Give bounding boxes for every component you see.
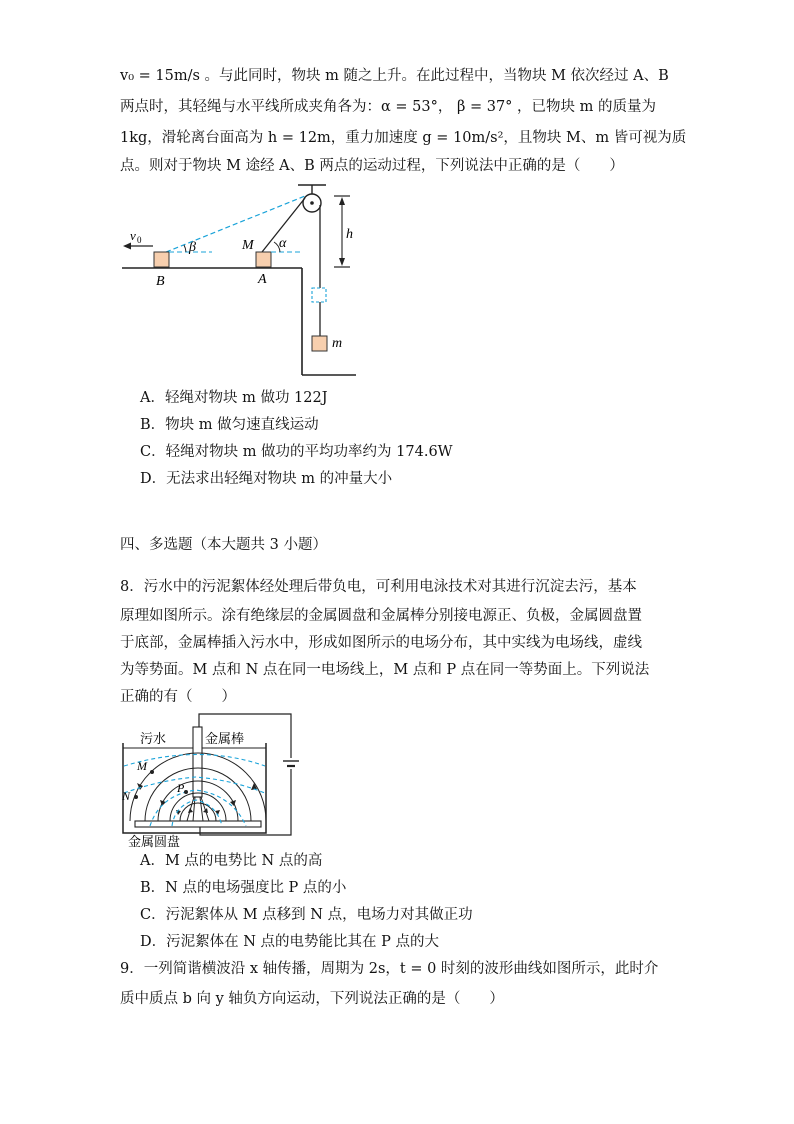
q7-option-c: C．轻绳对物块 m 做功的平均功率约为 174.6W xyxy=(140,444,453,460)
label-disk: 金属圆盘 xyxy=(128,834,181,849)
angle-arc-beta xyxy=(184,245,186,252)
q7-line-4: 点。则对于物块 M 途经 A、B 两点的运动过程，下列说法中正确的是（ ） xyxy=(120,158,624,174)
label-h: h xyxy=(346,227,353,242)
point-M xyxy=(150,770,154,774)
point-N xyxy=(134,795,138,799)
q8-option-c: C．污泥絮体从 M 点移到 N 点，电场力对其做正功 xyxy=(140,907,473,923)
label-rod: 金属棒 xyxy=(205,731,245,746)
q7-option-a: A．轻绳对物块 m 做功 122J xyxy=(140,390,328,406)
q8-line-2: 原理如图所示。涂有绝缘层的金属圆盘和金属棒分别接电源正、负极，金属圆盘置 xyxy=(120,608,642,624)
metal-disk xyxy=(135,821,261,827)
q8-line-1: 8．污水中的污泥絮体经处理后带负电，可利用电泳技术对其进行沉淀去污，基本 xyxy=(120,579,637,595)
label-alpha: α xyxy=(279,236,287,251)
q8-line-3: 于底部，金属棒插入污水中，形成如图所示的电场分布，其中实线为电场线，虚线 xyxy=(120,635,642,651)
label-B: B xyxy=(156,274,165,289)
label-beta: β xyxy=(189,240,196,255)
label-v0: v xyxy=(130,228,136,243)
label-water: 污水 xyxy=(140,731,167,746)
q9-line-2: 质中质点 b 向 y 轴负方向运动，下列说法正确的是（ ） xyxy=(120,991,504,1007)
block-m-dashed xyxy=(312,288,326,302)
label-m: m xyxy=(332,336,343,351)
velocity-arrowhead xyxy=(123,243,131,250)
height-arrow-down xyxy=(339,258,345,266)
label-point-N: N xyxy=(122,789,131,803)
metal-rod xyxy=(193,727,202,797)
q7-pulley-figure xyxy=(120,180,360,380)
label-M: M xyxy=(242,238,254,253)
block-m xyxy=(312,336,327,351)
label-point-M: M xyxy=(137,759,147,773)
pulley-hub xyxy=(310,201,314,205)
q8-option-b: B．N 点的电场强度比 P 点的小 xyxy=(140,880,347,896)
point-P xyxy=(184,790,188,794)
q7-option-b: B．物块 m 做匀速直线运动 xyxy=(140,417,319,433)
label-A: A xyxy=(258,272,267,287)
q7-line-1: v₀ = 15m/s 。与此同时，物块 m 随之上升。在此过程中，当物块 M 依次经过 A、B xyxy=(120,68,669,84)
section-title: 四、多选题（本大题共 3 小题） xyxy=(120,537,327,553)
q8-option-d: D．污泥絮体在 N 点的电势能比其在 P 点的大 xyxy=(140,934,440,950)
q8-electrophoresis-figure xyxy=(118,710,308,850)
q9-line-1: 9．一列简谐横波沿 x 轴传播，周期为 2s，t = 0 时刻的波形曲线如图所示，此时介 xyxy=(120,961,659,977)
q8-line-4: 为等势面。M 点和 N 点在同一电场线上，M 点和 P 点在同一等势面上。下列说法 xyxy=(120,662,650,678)
q7-line-2: 两点时，其轻绳与水平线所成夹角各为：α = 53°， β = 37° ，已物块 m 的质量为 xyxy=(120,99,656,115)
q7-line-3: 1kg，滑轮离台面高为 h = 12m，重力加速度 g = 10m/s²，且物块 M、m 皆可视为质 xyxy=(120,130,687,146)
q8-option-a: A．M 点的电势比 N 点的高 xyxy=(140,853,323,869)
label-v0-sub: 0 xyxy=(137,235,142,245)
block-A xyxy=(256,252,271,267)
q8-line-5: 正确的有（ ） xyxy=(120,689,236,705)
block-B xyxy=(154,252,169,267)
label-point-P: P xyxy=(177,781,185,795)
q7-option-d: D．无法求出轻绳对物块 m 的冲量大小 xyxy=(140,471,393,487)
height-arrow-up xyxy=(339,197,345,205)
